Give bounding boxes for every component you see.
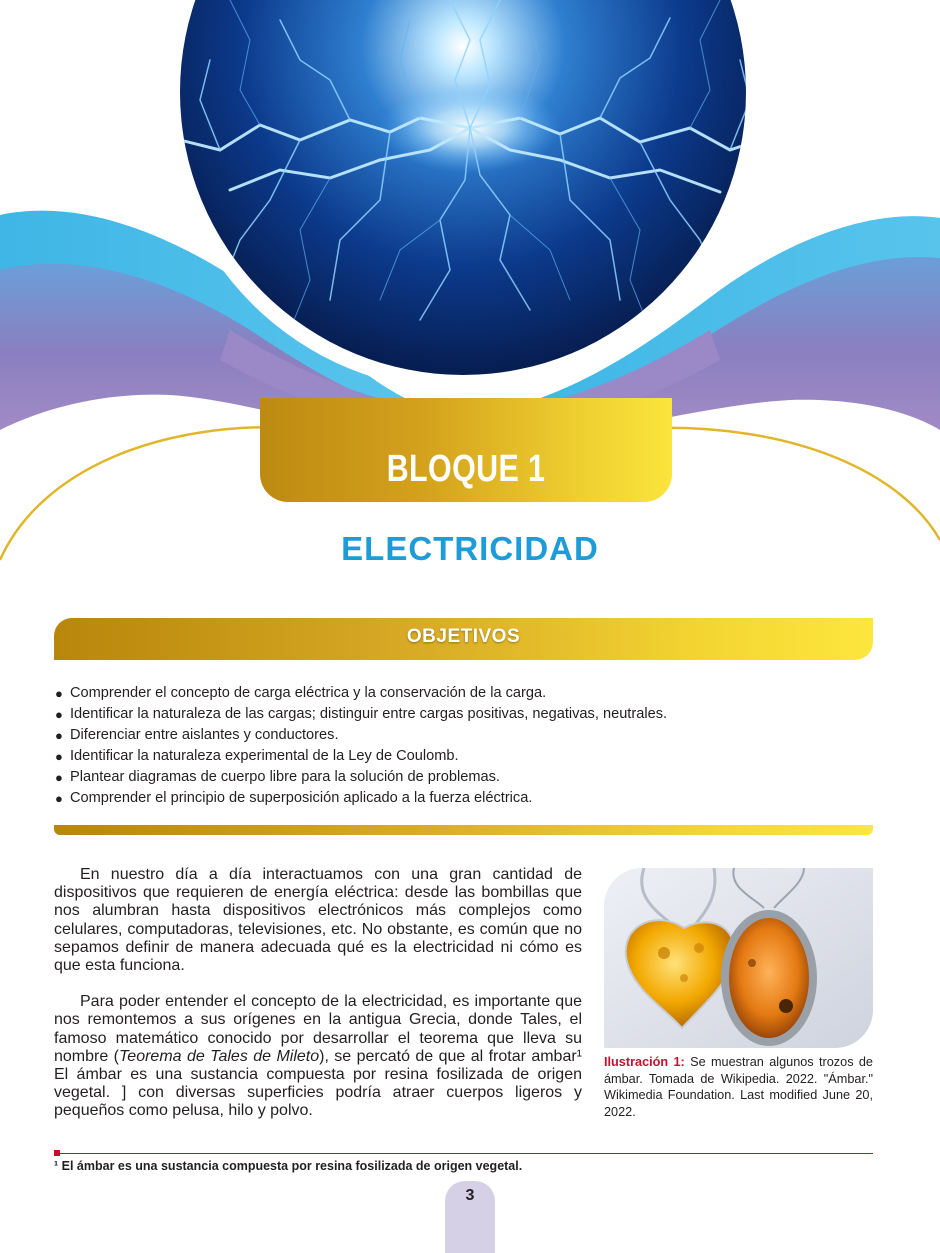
objective-text: Comprender el concepto de carga eléctrica y la conservación de la carga. xyxy=(70,685,547,701)
objective-text: Plantear diagramas de cuerpo libre para la solución de problemas. xyxy=(70,769,500,785)
bullet-icon: ● xyxy=(55,749,63,764)
list-item xyxy=(54,788,874,809)
header-artwork xyxy=(0,0,940,600)
paragraph-1: En nuestro día a día interactuamos con una gran cantidad de dispositivos que requieren de energía eléctrica: desde las bombillas que nos alumbran hasta dispositivos electrónicos más complejos como celulares, computadoras, televisiones, etc. No obstante, es común que no sepamos definir de manera adecuada qué es la electricidad ni cómo es que esta funciona. xyxy=(54,866,582,975)
objective-text: Identificar la naturaleza experimental de la Ley de Coulomb. xyxy=(70,748,459,764)
list-item xyxy=(54,767,874,788)
page-number: 3 xyxy=(465,1187,475,1204)
paragraph-2 xyxy=(54,993,582,1120)
objectives-heading: OBJETIVOS xyxy=(406,626,521,647)
bloque-title: BLOQUE 1 xyxy=(386,448,546,490)
footnote: ¹ El ámbar es una sustancia compuesta por resina fosilizada de origen vegetal. xyxy=(54,1159,523,1173)
list-item xyxy=(54,704,874,725)
list-item xyxy=(54,725,874,746)
list-item xyxy=(54,746,874,767)
objectives-list xyxy=(54,683,874,809)
amber-photo xyxy=(604,868,873,1048)
bullet-icon: ● xyxy=(55,686,63,701)
objective-text: Comprender el principio de superposición aplicado a la fuerza eléctrica. xyxy=(70,790,533,806)
paragraph-2-part-a: Para poder entender el concepto de la electricidad, es importante que nos remontemos a sus orígenes en la antigua Grecia, donde Tales, el famoso matemático conocido por desarrollar el teorema que lleva su nombre ( xyxy=(54,993,582,1065)
page-title: ELECTRICIDAD xyxy=(341,530,599,567)
objective-text: Identificar la naturaleza de las cargas; distinguir entre cargas positivas, negativas, neutrales. xyxy=(70,706,668,722)
body-text xyxy=(54,866,582,1121)
figure-caption xyxy=(604,1054,873,1120)
objectives-bottom-bar xyxy=(54,825,873,835)
bullet-icon: ● xyxy=(55,728,63,743)
bullet-icon: ● xyxy=(55,770,63,785)
objective-text: Diferenciar entre aislantes y conductores. xyxy=(70,727,339,743)
paragraph-2-italic: Teorema de Tales de Mileto xyxy=(119,1047,320,1065)
bullet-icon: ● xyxy=(55,791,63,806)
amber-pendants-image xyxy=(604,868,873,1048)
footnote-divider xyxy=(54,1153,873,1154)
figure-label: Ilustración 1: xyxy=(604,1055,685,1069)
paragraph-2-part-b: ), se percató de que al frotar ambar¹ El ámbar es una sustancia compuesta por resina fosilizada de origen vegetal. ] con diversas superficies podría atraer cuerpos ligeros y pequeños como pelusa, hilo y polvo. xyxy=(54,1047,583,1120)
figure-caption-text: Se muestran algunos trozos de ámbar. Tomada de Wikipedia. 2022. "Ámbar." Wikimedia Foundation. Last modified June 20, 2022. xyxy=(604,1055,873,1119)
bullet-icon: ● xyxy=(55,707,63,722)
list-item xyxy=(54,683,874,704)
